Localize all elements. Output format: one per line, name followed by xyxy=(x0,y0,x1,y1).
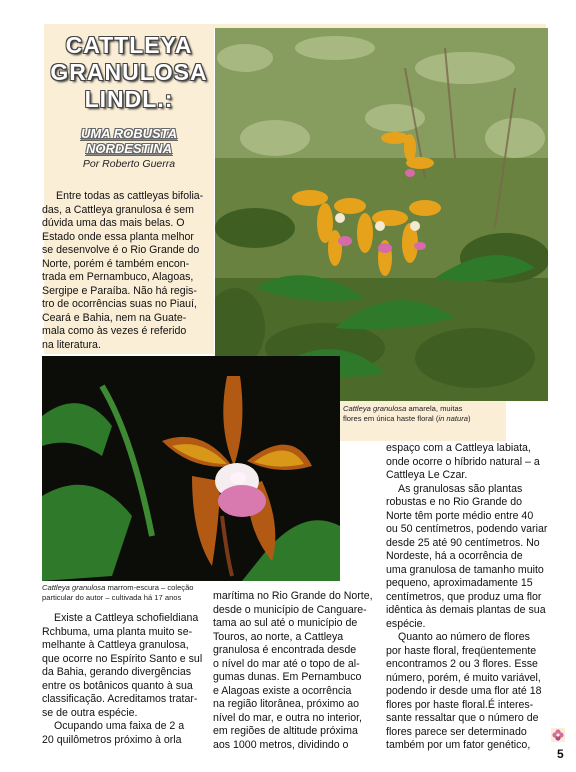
body-line: pequeno, aproximadamente 15 xyxy=(386,577,533,589)
body-line: gumas dunas. Em Pernambuco xyxy=(213,671,362,683)
title-line: CATTLEYA xyxy=(65,32,193,58)
body-line: nível do mar, e outra no interior, xyxy=(213,711,362,724)
body-line: Existe a Cattleya schofieldiana xyxy=(54,612,199,624)
body-line: Rchbuma, uma planta muito se- xyxy=(42,625,193,638)
intro-line: Norte, porém é também encon- xyxy=(42,257,190,270)
body-line: se de outra espécie. xyxy=(42,706,138,719)
body-line: entre os botânicos quanto à sua xyxy=(42,679,193,692)
body-line: onde ocorre o híbrido natural – a xyxy=(386,455,540,468)
intro-line: Entre todas as cattleyas bifolia- xyxy=(56,190,204,202)
body-line: espaço com a Cattleya labiata, xyxy=(386,442,531,454)
body-line: aos 1000 metros, dividindo o xyxy=(213,738,349,751)
body-line: em regiões de altitude próxima xyxy=(213,725,358,737)
body-line: o nível do mar até o topo de al- xyxy=(213,657,360,670)
body-line: tama ao sul até o município de xyxy=(213,617,358,629)
body-line: 20 quilômetros próximo à orla xyxy=(42,733,182,746)
caption-line: flores em única haste floral (in natura) xyxy=(343,414,471,423)
body-line: flores por haste floral.É interes- xyxy=(386,698,534,711)
intro-line: se desenvolve é o Rio Grande do xyxy=(42,244,200,256)
intro-line: Estado onde essa planta melhor xyxy=(42,230,194,243)
body-line: na região litorânea, próximo ao xyxy=(213,698,360,710)
body-line: desde 25 até 90 centímetros. No xyxy=(386,536,540,549)
title-line: GRANULOSA xyxy=(50,59,208,85)
body-line: Ocupando uma faixa de 2 a xyxy=(54,720,185,732)
body-line: classificação. Acreditamos tratar- xyxy=(42,693,198,705)
body-column-2 xyxy=(213,590,376,752)
intro-line: mala como às vezes é referido xyxy=(42,325,187,337)
body-line: e Alagoas existe a ocorrência xyxy=(213,684,352,697)
body-line: idêntica às demais plantas de sua xyxy=(386,604,546,616)
article-subtitle xyxy=(44,126,214,156)
title-line: LINDL.: xyxy=(84,86,174,112)
brown-orchid-caption xyxy=(42,583,242,603)
body-line: Norte têm porte médio entre 40 xyxy=(386,509,534,522)
body-line: da Bahia, gerando divergências xyxy=(42,666,192,678)
body-line: Touros, ao norte, a Cattleya xyxy=(213,630,344,643)
intro-line: na literatura. xyxy=(42,338,101,351)
author-byline: Por Roberto Guerra xyxy=(82,158,176,170)
body-line: número, porém, é muito variável, xyxy=(386,671,541,684)
body-line: que ocorre no Espírito Santo e sul xyxy=(42,652,203,665)
body-line: robustas e no Rio Grande do xyxy=(386,496,523,508)
subtitle-line: NORDESTINA xyxy=(86,141,172,156)
body-line: flores parece ser determinado xyxy=(386,725,527,738)
intro-line: tro de ocorrências suas no Piauí, xyxy=(42,298,197,310)
intro-line: das, a Cattleya granulosa é sem xyxy=(42,203,194,216)
body-line: podendo ir desde uma flor até 18 xyxy=(386,685,542,697)
intro-line: Sergipe e Paraíba. Não há regis- xyxy=(42,284,197,297)
caption-line: Cattleya granulosa amarela, muitas xyxy=(343,404,463,413)
body-line: espécie. xyxy=(386,617,426,630)
body-line: melhante à Cattleya granulosa, xyxy=(42,639,189,651)
body-line: também por um fator genético, xyxy=(386,739,531,751)
body-line: Quanto ao número de flores xyxy=(398,631,530,643)
body-line: uma granulosa de tamanho muito xyxy=(386,563,544,576)
body-line: centímetros, que produz uma flor xyxy=(386,590,542,603)
intro-line: trada em Pernambuco, Alagoas, xyxy=(42,271,194,283)
caption-line: Cattleya granulosa marrom-escura – coleção xyxy=(42,583,194,592)
body-column-3 xyxy=(386,442,549,753)
body-line: Cattleya Le Czar. xyxy=(386,469,468,481)
body-line: ou 50 centímetros, podendo variar xyxy=(386,523,548,535)
body-line: Nordeste, há a ocorrência de xyxy=(386,550,523,562)
body-line: sante ressaltar que o número de xyxy=(386,712,539,724)
orchid-flower-icon xyxy=(551,728,565,742)
brown-orchid-photo xyxy=(42,356,340,581)
subtitle-line: UMA ROBUSTA xyxy=(80,126,178,141)
body-line: granulosa é encontrada desde xyxy=(213,644,357,656)
intro-line: dúvida uma das mais belas. O xyxy=(42,217,185,229)
yellow-orchid-photo xyxy=(215,28,548,401)
body-line: por haste floral, freqüentemente xyxy=(386,644,537,657)
intro-paragraph xyxy=(42,190,208,352)
page-number: 5 xyxy=(557,747,564,761)
intro-line: Ceará e Bahia, nem na Guate- xyxy=(42,311,187,324)
body-line: desde o município de Canguare- xyxy=(213,603,367,616)
body-column-1 xyxy=(42,612,205,747)
body-line: As granulosas são plantas xyxy=(398,482,523,495)
yellow-orchid-caption xyxy=(343,404,505,424)
article-title xyxy=(44,32,214,113)
body-line: encontramos 2 ou 3 flores. Esse xyxy=(386,658,538,670)
body-line: marítima no Rio Grande do Norte, xyxy=(213,590,373,602)
caption-line: particular do autor – cultivada há 17 anos xyxy=(42,593,182,602)
